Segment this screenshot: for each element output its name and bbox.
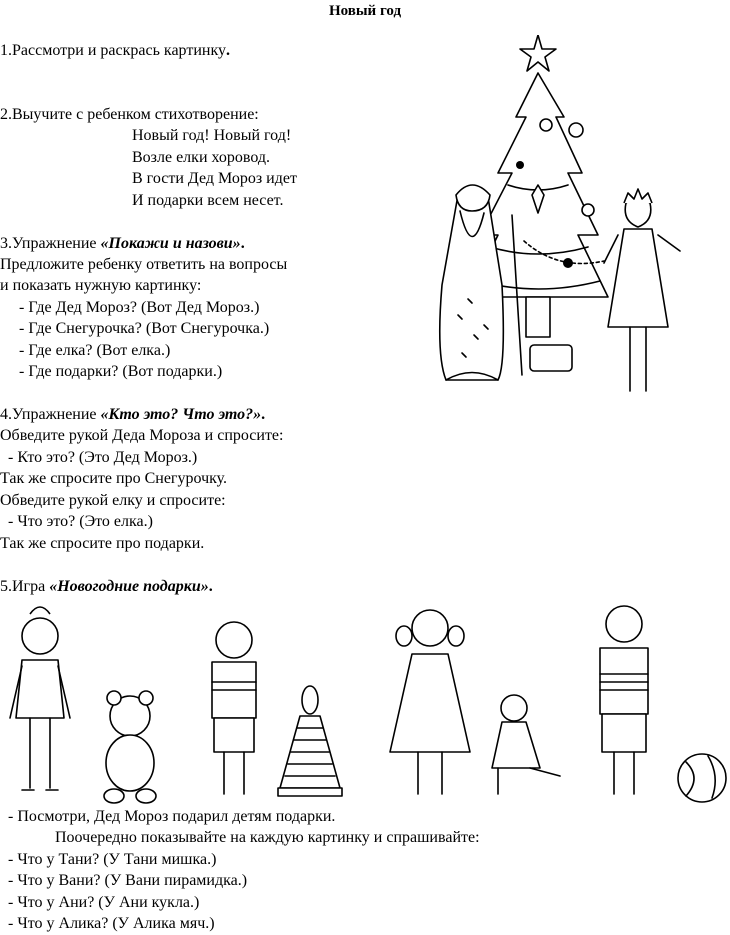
question-item: - Где подарки? (Вот подарки.) xyxy=(19,363,223,380)
instruction-line: Поочередно показывайте на каждую картинку и спрашивайте: xyxy=(55,829,480,846)
pyramid-toy-figure xyxy=(278,686,342,796)
section-3-heading xyxy=(0,233,245,255)
gifts-illustration xyxy=(0,598,730,806)
section-1-end: . xyxy=(226,42,230,59)
question-item: - Что у Алика? (У Алика мяч.) xyxy=(8,915,215,932)
boy-vanya-figure xyxy=(212,622,256,794)
instruction-line: Предложите ребенку ответить на вопросы xyxy=(0,256,288,273)
section-5-prefix: 5.Игра xyxy=(0,578,50,595)
question-item: - Что у Тани? (У Тани мишка.) xyxy=(8,851,217,868)
section-4-suffix: . xyxy=(261,406,266,423)
new-year-tree-illustration xyxy=(428,35,700,400)
section-3-prefix: 3.Упражнение xyxy=(0,235,101,252)
poem-line: Новый год! Новый год! xyxy=(132,127,292,144)
section-4-prefix: 4.Упражнение xyxy=(0,406,101,423)
instruction-line: Обведите рукой елку и спросите: xyxy=(0,492,226,509)
instruction-line: Обведите рукой Деда Мороза и спросите: xyxy=(0,427,284,444)
ball-toy-figure xyxy=(678,754,726,802)
section-4-heading xyxy=(0,404,265,426)
section-1-heading xyxy=(0,40,230,62)
poem-line: Возле елки хоровод. xyxy=(132,149,271,166)
section-5-game-name: «Новогодние подарки» xyxy=(49,578,209,595)
section-3-exercise-name: «Покажи и назови» xyxy=(100,235,241,252)
instruction-line: Так же спросите про подарки. xyxy=(0,535,205,552)
instruction-line: Так же спросите про Снегурочку. xyxy=(0,470,228,487)
question-item: - Где Дед Мороз? (Вот Дед Мороз.) xyxy=(19,299,260,316)
poem-line: И подарки всем несет. xyxy=(132,192,284,209)
section-2-intro: 2.Выучите с ребенком стихотворение: xyxy=(0,106,259,123)
section-4-exercise-name: «Кто это? Что это?» xyxy=(100,406,262,423)
question-item: - Что это? (Это елка.) xyxy=(8,513,153,530)
girl-anya-figure xyxy=(390,610,470,794)
page-title: Новый год xyxy=(328,3,402,19)
poem-line: В гости Дед Мороз идет xyxy=(132,170,297,187)
section-5-suffix: . xyxy=(208,578,213,595)
question-item: - Где елка? (Вот елка.) xyxy=(19,342,171,359)
instruction-line: и показать нужную картинку: xyxy=(0,277,202,294)
teddy-bear-figure xyxy=(104,691,156,803)
section-1-text: 1.Рассмотри и раскрась картинку xyxy=(0,42,226,59)
instruction-line: - Посмотри, Дед Мороз подарил детям подарки. xyxy=(8,808,336,825)
question-item: - Кто это? (Это Дед Мороз.) xyxy=(8,449,198,466)
question-item: - Что у Ани? (У Ани кукла.) xyxy=(8,894,200,911)
question-item: - Где Снегурочка? (Вот Снегурочка.) xyxy=(19,320,270,337)
section-5-heading xyxy=(0,576,213,598)
section-3-suffix: . xyxy=(240,235,245,252)
doll-toy-figure xyxy=(492,695,560,794)
girl-tanya-figure xyxy=(10,607,70,790)
question-item: - Что у Вани? (У Вани пирамидка.) xyxy=(8,872,248,889)
boy-alik-figure xyxy=(600,606,648,794)
